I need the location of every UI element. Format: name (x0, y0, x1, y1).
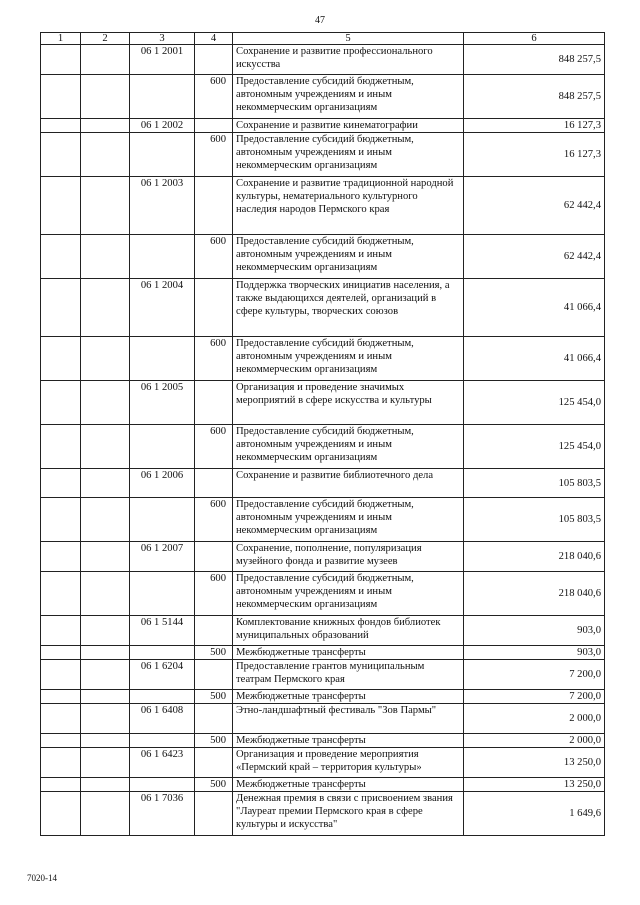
table-row (41, 734, 605, 748)
budget-code (130, 235, 195, 279)
budget-table (40, 32, 605, 836)
cell-col-2 (81, 235, 130, 279)
budget-code: 06 1 2005 (130, 381, 195, 425)
header-col-2: 2 (81, 33, 130, 45)
budget-code (130, 690, 195, 704)
table-row (41, 133, 605, 177)
amount: 7 200,0 (464, 660, 605, 690)
budget-code (130, 337, 195, 381)
budget-code (130, 734, 195, 748)
cell-col-1 (41, 646, 81, 660)
expense-type (195, 177, 233, 235)
budget-code (130, 498, 195, 542)
expense-type: 600 (195, 337, 233, 381)
cell-col-2 (81, 646, 130, 660)
expense-type (195, 119, 233, 133)
budget-code: 06 1 2002 (130, 119, 195, 133)
item-name: Межбюджетные трансферты (233, 734, 464, 748)
item-name: Сохранение и развитие профессионального искусства (233, 45, 464, 75)
cell-col-1 (41, 337, 81, 381)
item-name: Предоставление субсидий бюджетным, автономным учреждениям и иным некоммерческим организациям (233, 337, 464, 381)
table-row (41, 690, 605, 704)
cell-col-1 (41, 133, 81, 177)
expense-type (195, 748, 233, 778)
amount: 62 442,4 (464, 235, 605, 279)
budget-code (130, 646, 195, 660)
amount: 2 000,0 (464, 704, 605, 734)
amount: 13 250,0 (464, 778, 605, 792)
header-col-6: 6 (464, 33, 605, 45)
cell-col-1 (41, 792, 81, 836)
cell-col-1 (41, 616, 81, 646)
item-name: Этно-ландшафтный фестиваль "Зов Пармы" (233, 704, 464, 734)
expense-type (195, 381, 233, 425)
expense-type (195, 792, 233, 836)
budget-code: 06 1 6423 (130, 748, 195, 778)
expense-type: 600 (195, 75, 233, 119)
cell-col-2 (81, 690, 130, 704)
item-name: Сохранение, пополнение, популяризация музейного фонда и развитие музеев (233, 542, 464, 572)
cell-col-1 (41, 75, 81, 119)
budget-code (130, 133, 195, 177)
item-name: Организация и проведение значимых мероприятий в сфере искусства и культуры (233, 381, 464, 425)
cell-col-1 (41, 177, 81, 235)
amount: 7 200,0 (464, 690, 605, 704)
cell-col-1 (41, 542, 81, 572)
header-col-3: 3 (130, 33, 195, 45)
cell-col-2 (81, 748, 130, 778)
amount: 218 040,6 (464, 572, 605, 616)
header-col-1: 1 (41, 33, 81, 45)
table-row (41, 45, 605, 75)
cell-col-2 (81, 778, 130, 792)
cell-col-2 (81, 425, 130, 469)
budget-code (130, 75, 195, 119)
cell-col-2 (81, 337, 130, 381)
cell-col-1 (41, 235, 81, 279)
amount: 16 127,3 (464, 119, 605, 133)
amount: 848 257,5 (464, 75, 605, 119)
amount: 125 454,0 (464, 425, 605, 469)
budget-code (130, 572, 195, 616)
budget-code: 06 1 2007 (130, 542, 195, 572)
item-name: Межбюджетные трансферты (233, 690, 464, 704)
item-name: Комплектование книжных фондов библиотек муниципальных образований (233, 616, 464, 646)
header-col-4: 4 (195, 33, 233, 45)
table-row (41, 75, 605, 119)
budget-code: 06 1 2003 (130, 177, 195, 235)
item-name: Предоставление субсидий бюджетным, автономным учреждениям и иным некоммерческим организациям (233, 425, 464, 469)
cell-col-1 (41, 381, 81, 425)
expense-type: 600 (195, 572, 233, 616)
expense-type (195, 469, 233, 498)
table-row (41, 778, 605, 792)
amount: 125 454,0 (464, 381, 605, 425)
expense-type: 600 (195, 235, 233, 279)
table-row (41, 425, 605, 469)
cell-col-1 (41, 748, 81, 778)
cell-col-2 (81, 734, 130, 748)
cell-col-2 (81, 572, 130, 616)
amount: 105 803,5 (464, 469, 605, 498)
budget-code: 06 1 6204 (130, 660, 195, 690)
table-row (41, 177, 605, 235)
amount: 41 066,4 (464, 337, 605, 381)
expense-type: 500 (195, 690, 233, 704)
cell-col-2 (81, 75, 130, 119)
table-row (41, 660, 605, 690)
expense-type: 500 (195, 734, 233, 748)
item-name: Поддержка творческих инициатив населения, а также выдающихся деятелей, организаций в сфере культуры, творческих союзов (233, 279, 464, 337)
cell-col-1 (41, 119, 81, 133)
expense-type (195, 45, 233, 75)
header-col-5: 5 (233, 33, 464, 45)
amount: 848 257,5 (464, 45, 605, 75)
cell-col-1 (41, 45, 81, 75)
page-number: 47 (315, 15, 325, 26)
amount: 13 250,0 (464, 748, 605, 778)
expense-type: 600 (195, 498, 233, 542)
item-name: Предоставление субсидий бюджетным, автономным учреждениям и иным некоммерческим организациям (233, 572, 464, 616)
cell-col-1 (41, 469, 81, 498)
table-row (41, 498, 605, 542)
amount: 903,0 (464, 646, 605, 660)
cell-col-1 (41, 279, 81, 337)
budget-code: 06 1 2001 (130, 45, 195, 75)
table-row (41, 279, 605, 337)
table-row (41, 119, 605, 133)
header-row (41, 33, 605, 45)
item-name: Межбюджетные трансферты (233, 778, 464, 792)
cell-col-2 (81, 792, 130, 836)
cell-col-1 (41, 572, 81, 616)
table-row (41, 542, 605, 572)
table-row (41, 469, 605, 498)
expense-type (195, 279, 233, 337)
amount: 903,0 (464, 616, 605, 646)
table-row (41, 572, 605, 616)
amount: 1 649,6 (464, 792, 605, 836)
item-name: Межбюджетные трансферты (233, 646, 464, 660)
table-row (41, 381, 605, 425)
budget-code: 06 1 6408 (130, 704, 195, 734)
expense-type (195, 616, 233, 646)
budget-code: 06 1 2004 (130, 279, 195, 337)
expense-type (195, 542, 233, 572)
budget-code: 06 1 7036 (130, 792, 195, 836)
amount: 2 000,0 (464, 734, 605, 748)
item-name: Предоставление субсидий бюджетным, автономным учреждениям и иным некоммерческим организациям (233, 498, 464, 542)
cell-col-2 (81, 542, 130, 572)
expense-type: 600 (195, 425, 233, 469)
cell-col-2 (81, 704, 130, 734)
amount: 62 442,4 (464, 177, 605, 235)
expense-type: 500 (195, 646, 233, 660)
cell-col-1 (41, 778, 81, 792)
footer-code: 7020-14 (27, 873, 57, 883)
table-row (41, 235, 605, 279)
expense-type: 500 (195, 778, 233, 792)
item-name: Предоставление субсидий бюджетным, автономным учреждениям и иным некоммерческим организациям (233, 75, 464, 119)
table-row (41, 792, 605, 836)
table-row (41, 704, 605, 734)
expense-type (195, 660, 233, 690)
cell-col-2 (81, 469, 130, 498)
cell-col-2 (81, 45, 130, 75)
table-row (41, 646, 605, 660)
amount: 16 127,3 (464, 133, 605, 177)
cell-col-2 (81, 381, 130, 425)
table-row (41, 616, 605, 646)
item-name: Организация и проведение мероприятия «Пермский край – территория культуры» (233, 748, 464, 778)
expense-type (195, 704, 233, 734)
cell-col-1 (41, 425, 81, 469)
budget-code (130, 778, 195, 792)
table-row (41, 337, 605, 381)
item-name: Предоставление грантов муниципальным театрам Пермского края (233, 660, 464, 690)
item-name: Предоставление субсидий бюджетным, автономным учреждениям и иным некоммерческим организациям (233, 235, 464, 279)
cell-col-1 (41, 660, 81, 690)
cell-col-1 (41, 734, 81, 748)
item-name: Сохранение и развитие библиотечного дела (233, 469, 464, 498)
item-name: Предоставление субсидий бюджетным, автономным учреждениям и иным некоммерческим организациям (233, 133, 464, 177)
item-name: Сохранение и развитие кинематографии (233, 119, 464, 133)
amount: 218 040,6 (464, 542, 605, 572)
amount: 105 803,5 (464, 498, 605, 542)
expense-type: 600 (195, 133, 233, 177)
budget-code: 06 1 2006 (130, 469, 195, 498)
budget-code (130, 425, 195, 469)
cell-col-1 (41, 704, 81, 734)
budget-code: 06 1 5144 (130, 616, 195, 646)
cell-col-2 (81, 498, 130, 542)
cell-col-2 (81, 279, 130, 337)
cell-col-2 (81, 616, 130, 646)
cell-col-2 (81, 177, 130, 235)
amount: 41 066,4 (464, 279, 605, 337)
cell-col-1 (41, 690, 81, 704)
item-name: Сохранение и развитие традиционной народной культуры, нематериального культурного наследия народов Пермского края (233, 177, 464, 235)
item-name: Денежная премия в связи с присвоением звания "Лауреат премии Пермского края в сфере культуры и искусства" (233, 792, 464, 836)
cell-col-2 (81, 133, 130, 177)
cell-col-2 (81, 660, 130, 690)
cell-col-1 (41, 498, 81, 542)
table-row (41, 748, 605, 778)
cell-col-2 (81, 119, 130, 133)
